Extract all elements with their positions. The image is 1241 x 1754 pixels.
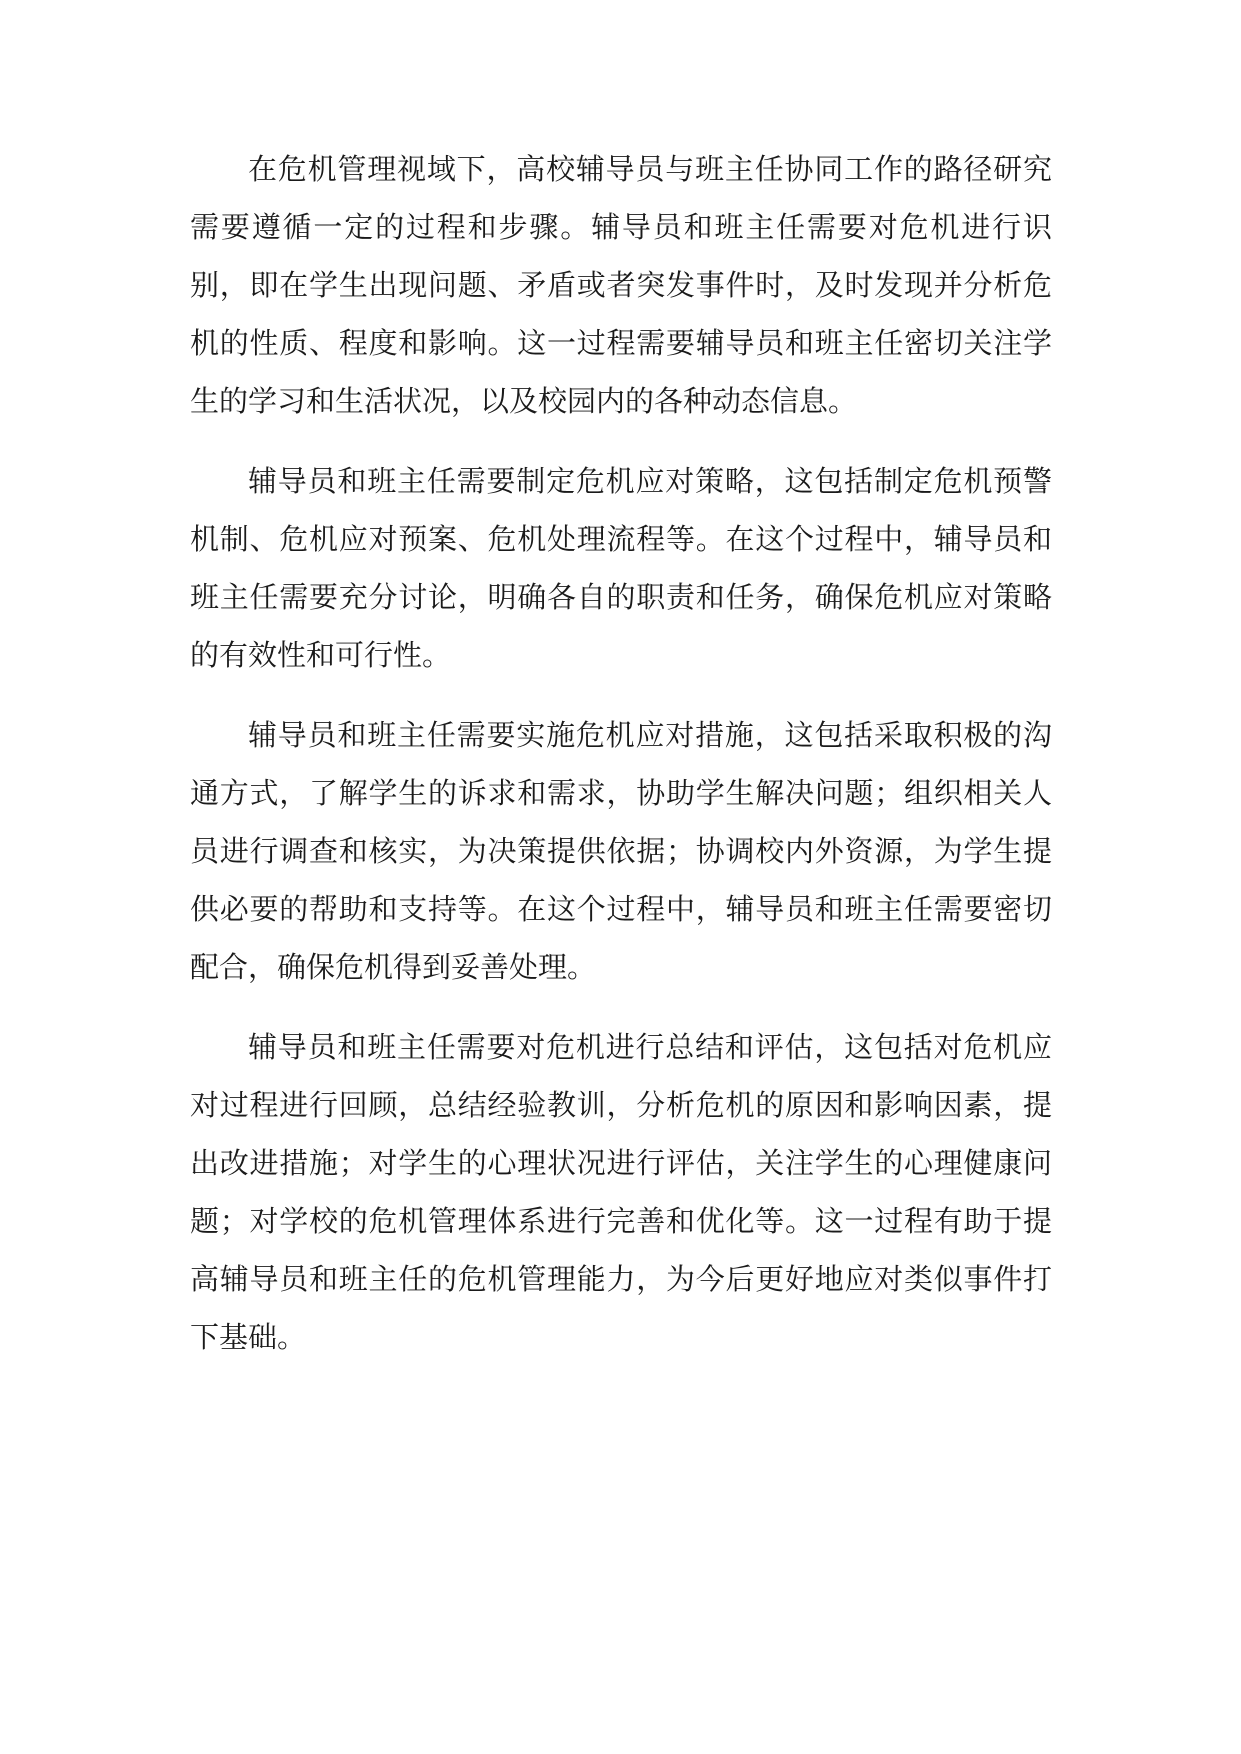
- paragraph-1: 在危机管理视域下，高校辅导员与班主任协同工作的路径研究需要遵循一定的过程和步骤。辅导员和班主任需要对危机进行识别，即在学生出现问题、矛盾或者突发事件时，及时发现并分析危机的性质、程度和影响。这一过程需要辅导员和班主任密切关注学生的学习和生活状况，以及校园内的各种动态信息。: [190, 152, 1052, 418]
- document-body: [190, 140, 1052, 1386]
- paragraph-3: 辅导员和班主任需要实施危机应对措施，这包括采取积极的沟通方式，了解学生的诉求和需求，协助学生解决问题；组织相关人员进行调查和核实，为决策提供依据；协调校内外资源，为学生提供必要的帮助和支持等。在这个过程中，辅导员和班主任需要密切配合，确保危机得到妥善处理。: [190, 718, 1052, 984]
- paragraph-4: 辅导员和班主任需要对危机进行总结和评估，这包括对危机应对过程进行回顾，总结经验教训，分析危机的原因和影响因素，提出改进措施；对学生的心理状况进行评估，关注学生的心理健康问题；对学校的危机管理体系进行完善和优化等。这一过程有助于提高辅导员和班主任的危机管理能力，为今后更好地应对类似事件打下基础。: [190, 1030, 1052, 1354]
- paragraph-2: 辅导员和班主任需要制定危机应对策略，这包括制定危机预警机制、危机应对预案、危机处理流程等。在这个过程中，辅导员和班主任需要充分讨论，明确各自的职责和任务，确保危机应对策略的有效性和可行性。: [190, 464, 1052, 672]
